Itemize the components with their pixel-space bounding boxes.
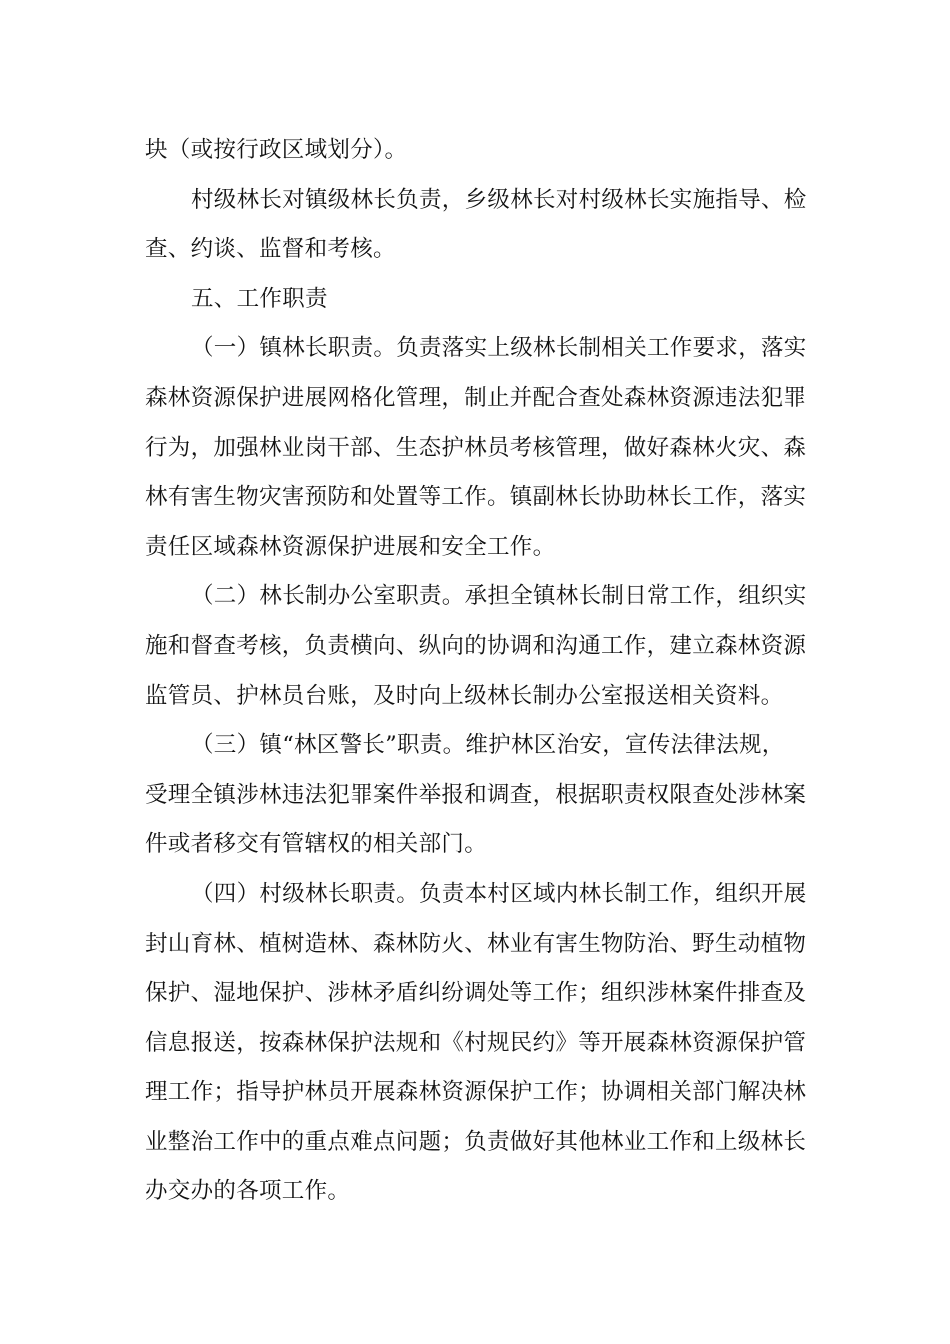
- text-line: 受理全镇涉林违法犯罪案件举报和调查，根据职责权限查处涉林案: [145, 781, 807, 808]
- text-line: 行为，加强林业岗干部、生态护林员考核管理，做好森林火灾、森: [145, 434, 807, 461]
- text-line: 施和督查考核，负责横向、纵向的协调和沟通工作，建立森林资源: [145, 632, 807, 659]
- text-line: 责任区域森林资源保护进展和安全工作。: [145, 533, 556, 560]
- text-line: 村级林长对镇级林长负责，乡级林长对村级林长实施指导、检: [191, 186, 807, 213]
- text-line: （四）村级林长职责。负责本村区域内林长制工作，组织开展: [191, 880, 807, 907]
- section-heading: [145, 275, 815, 325]
- text-line: 封山育林、植树造林、森林防火、林业有害生物防治、野生动植物: [145, 930, 807, 957]
- text-line: （二）林长制办公室职责。承担全镇林长制日常工作，组织实: [191, 583, 807, 610]
- text-line: 监管员、护林员台账，及时向上级林长制办公室报送相关资料。: [145, 682, 784, 709]
- text-line: （三）镇“林区警长”职责。维护林区治安，宣传法律法规，: [191, 732, 785, 759]
- paragraph-duty-4: [145, 870, 815, 1217]
- text-line: 保护、湿地保护、涉林矛盾纠纷调处等工作；组织涉林案件排查及: [145, 980, 807, 1007]
- text-line: 办交办的各项工作。: [145, 1178, 351, 1205]
- text-line: 块（或按行政区域划分）。: [145, 137, 408, 163]
- section-heading-text: 五、工作职责: [191, 285, 328, 312]
- text-line: 理工作；指导护林员开展森林资源保护工作；协调相关部门解决林: [145, 1079, 807, 1106]
- text-line: 森林资源保护进展网格化管理，制止并配合查处森林资源违法犯罪: [145, 384, 807, 411]
- text-line: 件或者移交有管辖权的相关部门。: [145, 831, 488, 858]
- paragraph-1: [145, 126, 815, 176]
- text-line: 业整治工作中的重点难点问题；负责做好其他林业工作和上级林长: [145, 1128, 807, 1155]
- text-line: 查、约谈、监督和考核。: [145, 236, 396, 263]
- text-line: 信息报送，按森林保护法规和《村规民约》等开展森林资源保护管: [145, 1029, 807, 1056]
- paragraph-duty-3: [145, 721, 815, 870]
- document-body: [145, 126, 815, 1217]
- text-line: （一）镇林长职责。负责落实上级林长制相关工作要求，落实: [191, 335, 807, 362]
- paragraph-duty-2: [145, 572, 815, 721]
- text-line: 林有害生物灾害预防和处置等工作。镇副林长协助林长工作，落实: [145, 484, 807, 511]
- paragraph-duty-1: [145, 324, 815, 572]
- paragraph-2: [145, 176, 815, 275]
